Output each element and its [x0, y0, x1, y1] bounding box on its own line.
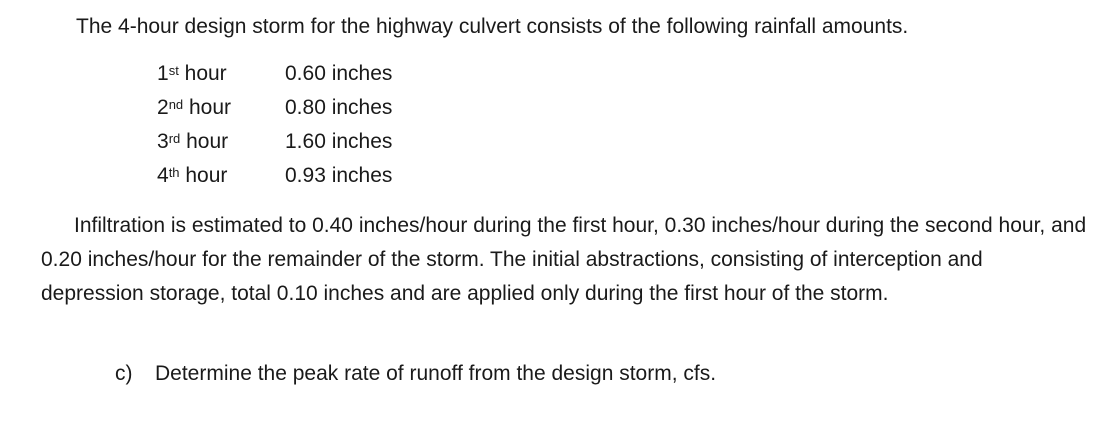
rainfall-amount: 0.80 inches: [285, 96, 393, 119]
rainfall-row-1: [0, 60, 1117, 88]
rainfall-row-3: [0, 128, 1117, 156]
question-label: c): [115, 362, 133, 385]
hour-label: 4th hour: [157, 164, 228, 187]
rainfall-amount: 0.60 inches: [285, 62, 393, 85]
question-c: [115, 360, 716, 388]
infiltration-paragraph: [41, 209, 1091, 311]
question-text: Determine the peak rate of runoff from the design storm, cfs.: [155, 362, 717, 385]
hour-label: 2nd hour: [157, 96, 232, 119]
hour-label: 3rd hour: [157, 130, 229, 153]
rainfall-row-2: [0, 94, 1117, 122]
paragraph-text: Infiltration is estimated to 0.40 inches/hour during the first hour, 0.30 inches/hour during the second hour, and 0.20 inches/hour for the remainder of the storm. The initial abstractions, consisting of interception and depression storage, total 0.10 inches and are applied only during the first hour of the storm.: [41, 214, 1087, 305]
rainfall-amount: 0.93 inches: [285, 164, 393, 187]
hour-label: 1st hour: [157, 62, 227, 85]
rainfall-row-4: [0, 162, 1117, 190]
rainfall-amount: 1.60 inches: [285, 130, 393, 153]
intro-text: The 4-hour design storm for the highway culvert consists of the following rainfall amounts.: [76, 15, 909, 38]
